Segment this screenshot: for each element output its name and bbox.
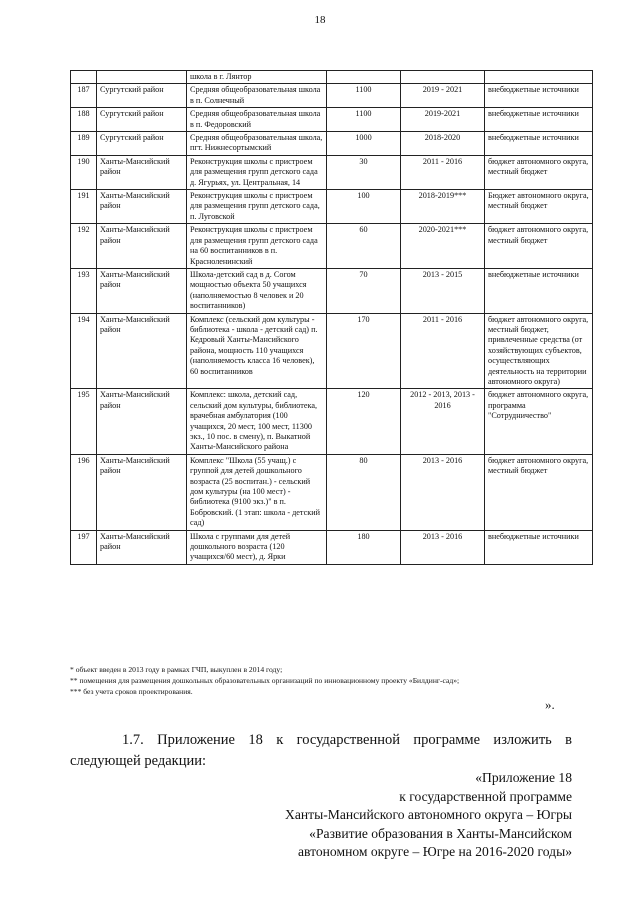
table-row — [71, 268, 593, 313]
row-number: 187 — [71, 84, 97, 108]
page-number: 18 — [314, 14, 326, 26]
period-cell: 2018-2019*** — [401, 190, 485, 224]
row-number: 188 — [71, 108, 97, 132]
funding-source-cell — [485, 71, 593, 84]
object-cell: Средняя общеобразовательная школа, пгт. Нижнесортымский — [187, 132, 327, 156]
funding-source-cell: бюджет автономного округа, местный бюджет, привлеченные средства (от хозяйствующих субъектов, осуществляющих деятельность на территории автономного округа) — [485, 313, 593, 389]
period-cell: 2013 - 2016 — [401, 454, 485, 530]
footnote: * объект введен в 2013 году в рамках ГЧП, выкуплен в 2014 году; — [70, 665, 283, 674]
district-cell: Ханты-Мансийский район — [97, 530, 187, 564]
funding-source-cell: бюджет автономного округа, местный бюджет — [485, 224, 593, 269]
row-number: 190 — [71, 155, 97, 189]
appendix-heading — [172, 769, 572, 862]
capacity-cell: 30 — [327, 155, 401, 189]
table-body — [71, 71, 593, 565]
object-cell: Школа с группами для детей дошкольного возраста (120 учащихся/60 мест), д. Ярки — [187, 530, 327, 564]
funding-source-cell: внебюджетные источники — [485, 530, 593, 564]
district-cell: Ханты-Мансийский район — [97, 224, 187, 269]
row-number: 194 — [71, 313, 97, 389]
object-cell: Реконструкция школы с пристроем для размещения групп детского сада на 60 воспитанников в п. Красноленинский — [187, 224, 327, 269]
capacity-cell: 1100 — [327, 108, 401, 132]
capacity-cell — [327, 71, 401, 84]
period-cell — [401, 71, 485, 84]
objects-table — [70, 70, 593, 565]
table-row — [71, 530, 593, 564]
object-cell: Школа-детский сад в д. Согом мощностью объекта 50 учащихся (наполняемостью 8 человек и 20 воспитанников) — [187, 268, 327, 313]
district-cell: Ханты-Мансийский район — [97, 190, 187, 224]
row-number: 195 — [71, 389, 97, 454]
capacity-cell: 100 — [327, 190, 401, 224]
appendix-heading-line: к государственной программе — [399, 788, 572, 804]
footnote: ** помещения для размещения дошкольных образовательных организаций по инновационному проекту «Билдинг-сад»; — [70, 676, 460, 685]
table-row — [71, 155, 593, 189]
footnote: *** без учета сроков проектирования. — [70, 687, 193, 696]
period-cell: 2020-2021*** — [401, 224, 485, 269]
appendix-heading-line: автономном округе – Югре на 2016-2020 годы» — [297, 844, 572, 859]
period-cell: 2012 - 2013, 2013 - 2016 — [401, 389, 485, 454]
row-number — [71, 71, 97, 84]
funding-source-cell: внебюджетные источники — [485, 84, 593, 108]
table-row — [71, 313, 593, 389]
footnotes — [70, 664, 610, 697]
object-cell: Реконструкция школы с пристроем для размещения групп детского сада, п. Луговской — [187, 190, 327, 224]
funding-source-cell: Бюджет автономного округа, местный бюджет — [485, 190, 593, 224]
row-number: 193 — [71, 268, 97, 313]
object-cell: Реконструкция школы с пристроем для размещения групп детского сада д. Ягурьях, ул. Центральная, 14 — [187, 155, 327, 189]
table-row — [71, 132, 593, 156]
row-number: 197 — [71, 530, 97, 564]
district-cell: Сургутский район — [97, 108, 187, 132]
capacity-cell: 70 — [327, 268, 401, 313]
capacity-cell: 180 — [327, 530, 401, 564]
funding-source-cell: внебюджетные источники — [485, 268, 593, 313]
row-number: 191 — [71, 190, 97, 224]
period-cell: 2013 - 2016 — [401, 530, 485, 564]
table-row — [71, 389, 593, 454]
district-cell: Ханты-Мансийский район — [97, 155, 187, 189]
appendix-heading-line: «Приложение 18 — [475, 770, 572, 785]
row-number: 196 — [71, 454, 97, 530]
district-cell: Ханты-Мансийский район — [97, 454, 187, 530]
funding-source-cell: бюджет автономного округа, местный бюджет — [485, 155, 593, 189]
district-cell: Ханты-Мансийский район — [97, 268, 187, 313]
capacity-cell: 1000 — [327, 132, 401, 156]
capacity-cell: 120 — [327, 389, 401, 454]
appendix-heading-line: «Развитие образования в Ханты-Мансийском — [309, 825, 572, 841]
row-number: 192 — [71, 224, 97, 269]
capacity-cell: 1100 — [327, 84, 401, 108]
district-cell: Сургутский район — [97, 132, 187, 156]
district-cell: Сургутский район — [97, 84, 187, 108]
period-cell: 2011 - 2016 — [401, 155, 485, 189]
table-row — [71, 84, 593, 108]
table-row — [71, 190, 593, 224]
table-row — [71, 108, 593, 132]
funding-source-cell: внебюджетные источники — [485, 108, 593, 132]
period-cell: 2019 - 2021 — [401, 84, 485, 108]
row-number: 189 — [71, 132, 97, 156]
capacity-cell: 60 — [327, 224, 401, 269]
district-cell — [97, 71, 187, 84]
funding-source-cell: бюджет автономного округа, программа "Сотрудничество" — [485, 389, 593, 454]
capacity-cell: 80 — [327, 454, 401, 530]
funding-source-cell: внебюджетные источники — [485, 132, 593, 156]
period-cell: 2013 - 2015 — [401, 268, 485, 313]
capacity-cell: 170 — [327, 313, 401, 389]
amendment-paragraph: 1.7. Приложение 18 к государственной программе изложить в следующей редакции: — [70, 732, 572, 769]
period-cell: 2018-2020 — [401, 132, 485, 156]
period-cell: 2011 - 2016 — [401, 313, 485, 389]
object-cell: Средняя общеобразовательная школа в п. Федоровский — [187, 108, 327, 132]
period-cell: 2019-2021 — [401, 108, 485, 132]
district-cell: Ханты-Мансийский район — [97, 313, 187, 389]
table-row — [71, 224, 593, 269]
object-cell: Комплекс: школа, детский сад, сельский дом культуры, библиотека, врачебная амбулатория (100 учащихся, 20 мест, 100 мест, 11300 экз., 10 пос. в смену), п. Выкатной Ханты-Мансийского района — [187, 389, 327, 454]
object-cell: Комплекс (сельский дом культуры - библиотека - школа - детский сад) п. Кедровый Ханты-Мансийского района, мощность 110 учащихся (наполняемость класса 16 человек), 60 воспитанников — [187, 313, 327, 389]
table-row — [71, 71, 593, 84]
funding-source-cell: бюджет автономного округа, местный бюджет — [485, 454, 593, 530]
object-cell: Комплекс "Школа (55 учащ.) с группой для детей дошкольного возраста (25 воспитан.) - сельский дом культуры (на 100 мест) - библиотека (9100 экз.)" в п. Бобровский. (1 этап: школа - детский сад) — [187, 454, 327, 530]
object-cell: школа в г. Лянтор — [187, 71, 327, 84]
object-cell: Средняя общеобразовательная школа в п. Солнечный — [187, 84, 327, 108]
district-cell: Ханты-Мансийский район — [97, 389, 187, 454]
closing-mark: ». — [545, 697, 555, 712]
table-row — [71, 454, 593, 530]
appendix-heading-line: Ханты-Мансийского автономного округа – Югры — [285, 807, 572, 822]
